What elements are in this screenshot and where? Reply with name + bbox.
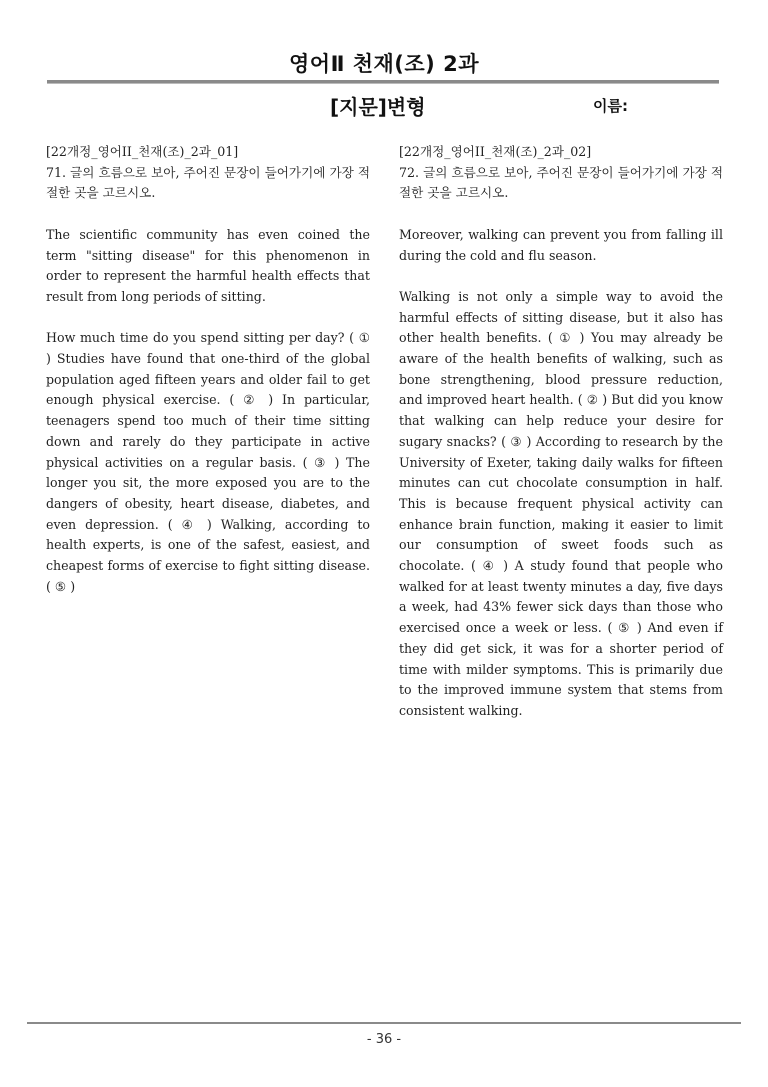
page-title: 영어Ⅱ 천재(조) 2과: [289, 52, 479, 76]
given-sentence: The scientific community has even coined the term "sitting disease" for this phenomenon in order to represent the harmful health effects that result from long periods of sitting.: [46, 226, 370, 304]
question-prompt: 71. 글의 흐름으로 보아, 주어진 문장이 들어가기에 가장 적절한 곳을 고르시오.: [46, 164, 370, 201]
page-subtitle: [지문]변형: [330, 95, 426, 119]
given-sentence: Moreover, walking can prevent you from falling ill during the cold and flu season.: [399, 226, 723, 263]
question-column-left: [46, 142, 370, 618]
name-label: 이름:: [593, 97, 628, 115]
page-number: - 36 -: [366, 1032, 402, 1047]
question-code: [22개정_영어II_천재(조)_2과_01]: [46, 144, 239, 159]
passage-text: Walking is not only a simple way to avoid the harmful effects of sitting disease, but it also has other health benefits. ( ① ) You may already be aware of the health benefits of walking, such as bone strengthening, blood pressure reduction, and improved heart health. ( ② ) But did you know that walking can help reduce your desire for sugary snacks? ( ③ ) According to research by the University of Exeter, taking daily walks for fifteen minutes can cut chocolate consumption in half. This is because frequent physical activity can enhance brain function, making it easier to limit our consumption of sweet foods such as chocolate. ( ④ ) A study found that people who walked for at least twenty minutes a day, five days a week, had 43% fewer sick days than those who exercised once a week or less. ( ⑤ ) And even if they did get sick, it was for a shorter period of time with milder symptoms. This is primarily due to the improved immune system that stems from consistent walking.: [399, 288, 723, 718]
question-prompt: 72. 글의 흐름으로 보아, 주어진 문장이 들어가기에 가장 적절한 곳을 고르시오.: [399, 164, 723, 201]
header-divider: [47, 80, 719, 84]
question-column-right: [399, 142, 723, 742]
footer-divider: [27, 1022, 741, 1024]
passage-text: How much time do you spend sitting per day? ( ① ) Studies have found that one-third of the global population aged fifteen years and older fail to get enough physical exercise. ( ② ) In particular, teenagers spend too much of their time sitting down and rarely do they participate in active physical activities on a regular basis. ( ③ ) The longer you sit, the more exposed you are to the dangers of obesity, heart disease, diabetes, and even depression. ( ④ ) Walking, according to health experts, is one of the safest, easiest, and cheapest forms of exercise to fight sitting disease. ( ⑤ ): [46, 330, 370, 594]
question-code: [22개정_영어II_천재(조)_2과_02]: [399, 144, 592, 159]
